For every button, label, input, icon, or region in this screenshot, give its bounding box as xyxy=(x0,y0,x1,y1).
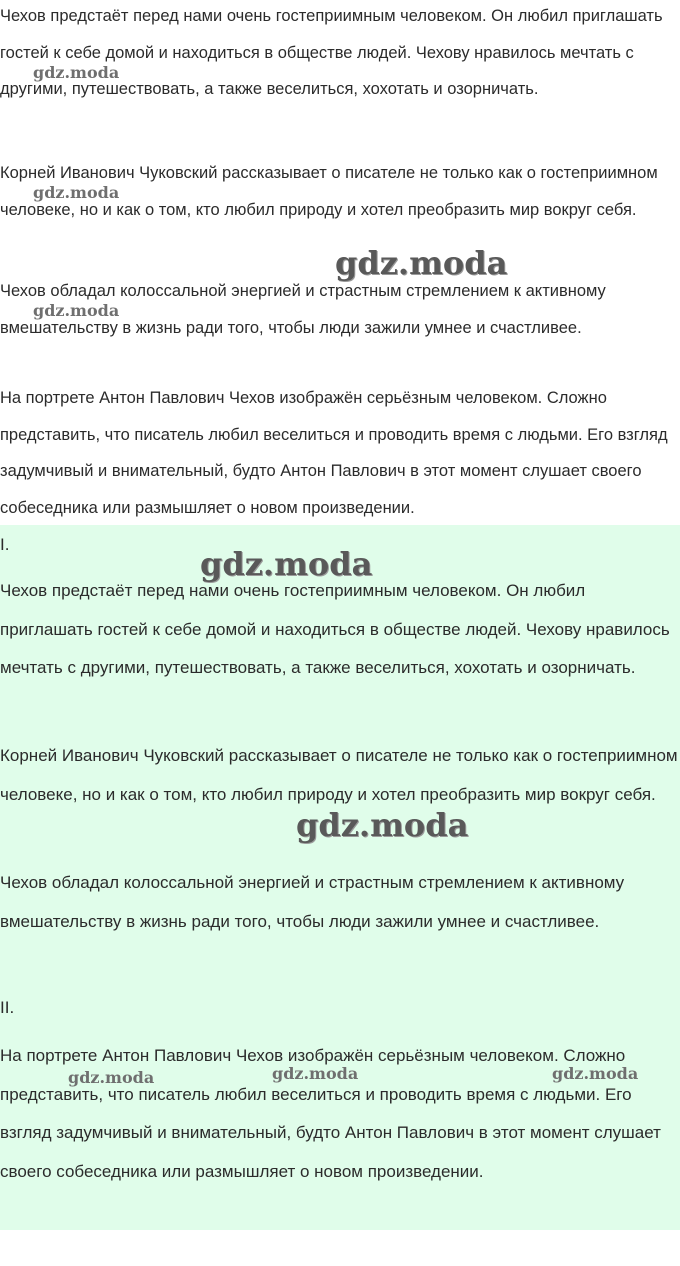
paragraph-2: Корней Иванович Чуковский рассказывает о писателе не только как о гостеприимном человеке, но и как о том, кто любил природу и хотел преобразить мир вокруг себя. xyxy=(0,164,658,219)
watermark: gdz.moda xyxy=(33,301,120,320)
answer-heading-1: I. xyxy=(0,535,10,554)
watermark: gdz.moda xyxy=(33,183,120,202)
answer-paragraph-2: Корней Иванович Чуковский рассказывает о писателе не только как о гостеприимном человеке, но и как о том, кто любил природу и хотел преобразить мир вокруг себя. xyxy=(0,746,678,804)
watermark: gdz.moda xyxy=(296,806,469,844)
watermark: gdz.moda xyxy=(33,63,120,82)
watermark: gdz.moda xyxy=(335,244,508,282)
answer-paragraph-4: На портрете Антон Павлович Чехов изображён серьёзным человеком. Сложно представить, что писатель любил веселиться и проводить время с людьми. Его взгляд задумчивый и внимательный, будто Антон Павлович в этот момент слушает своего собеседника или размышляет о новом произведении. xyxy=(0,1046,661,1181)
watermark: gdz.moda xyxy=(200,545,373,583)
watermark: gdz.moda xyxy=(552,1064,639,1083)
watermark: gdz.moda xyxy=(68,1068,155,1087)
answer-paragraph-1: Чехов предстаёт перед нами очень гостеприимным человеком. Он любил приглашать гостей к себе домой и находиться в обществе людей. Чехову нравилось мечтать с другими, путешествовать, а также веселиться, хохотать и озорничать. xyxy=(0,581,670,677)
answer-paragraph-3: Чехов обладал колоссальной энергией и страстным стремлением к активному вмешательству в жизнь ради того, чтобы люди зажили умнее и счастливее. xyxy=(0,873,625,931)
answer-heading-2: II. xyxy=(0,998,15,1017)
paragraph-3: Чехов обладал колоссальной энергией и страстным стремлением к активному вмешательству в жизнь ради того, чтобы люди зажили умнее и счастливее. xyxy=(0,282,606,337)
watermark: gdz.moda xyxy=(272,1064,359,1083)
paragraph-1: Чехов предстаёт перед нами очень гостеприимным человеком. Он любил приглашать гостей к себе домой и находиться в обществе людей. Чехову нравилось мечтать с другими, путешествовать, а также веселиться, хохотать и озорничать. xyxy=(0,7,663,98)
paragraph-4: На портрете Антон Павлович Чехов изображён серьёзным человеком. Сложно представить, что писатель любил веселиться и проводить время с людьми. Его взгляд задумчивый и внимательный, будто Антон Павлович в этот момент слушает своего собеседника или размышляет о новом произведении. xyxy=(0,389,668,517)
